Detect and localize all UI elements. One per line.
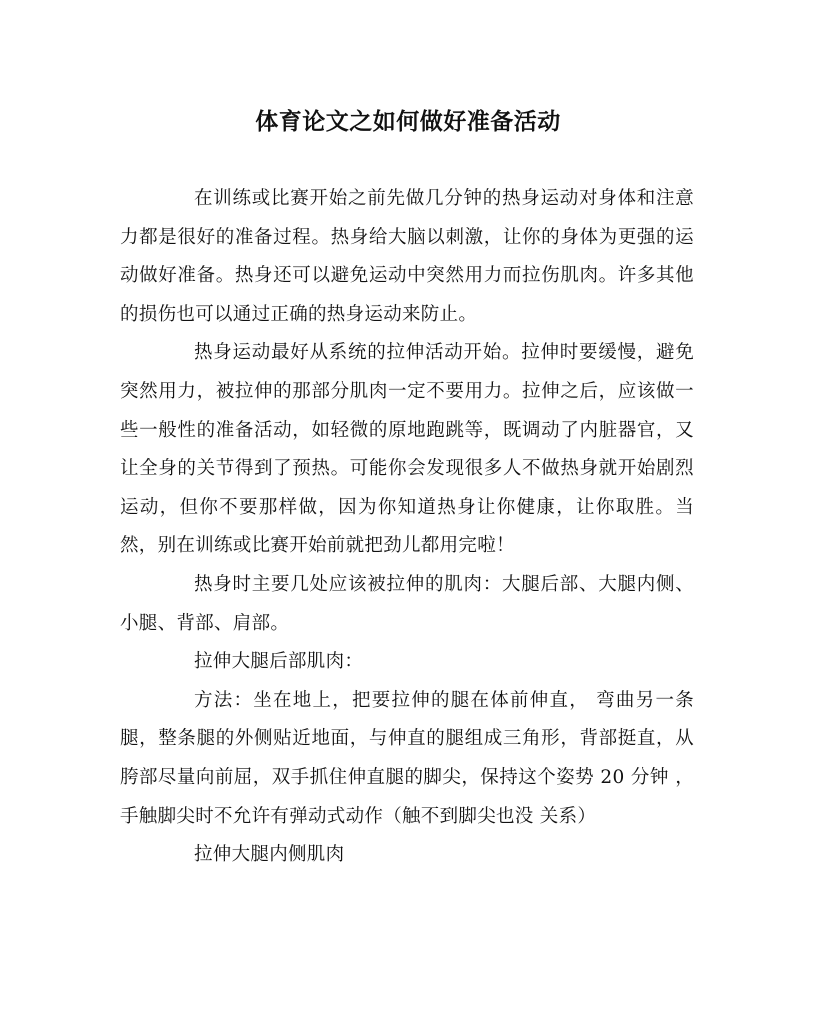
document-body	[120, 180, 694, 875]
paragraph-method: 方法：坐在地上，把要拉伸的腿在体前伸直， 弯曲另一条腿，整条腿的外侧贴近地面，与伸直的腿组成三角形，背部挺直，从胯部尽量向前屈，双手抓住伸直腿的脚尖，保持这个姿势 20 分钟 ，手触脚尖时不允许有弹动式动作（触不到脚尖也没 关系）	[120, 689, 694, 827]
paragraph-muscle-list: 热身时主要几处应该被拉伸的肌肉：大腿后部、大腿内侧、小腿、背部、肩部。	[120, 573, 694, 634]
paragraph-stretching: 热身运动最好从系统的拉伸活动开始。拉伸时要缓慢，避免突然用力，被拉伸的那部分肌肉一定不要用力。拉伸之后，应该做一些一般性的准备活动，如轻微的原地跑跳等，既调动了内脏器官，又让全身的关节得到了预热。可能你会发现很多人不做热身就开始剧烈运动，但你不要那样做，因为你知道热身让你健康，让你取胜。当然，别在训练或比赛开始前就把劲儿都用完啦！	[120, 342, 694, 557]
heading-inner-thigh: 拉伸大腿内侧肌肉	[194, 844, 345, 866]
paragraph-intro: 在训练或比赛开始之前先做几分钟的热身运动对身体和注意力都是很好的准备过程。热身给大脑以刺激，让你的身体为更强的运动做好准备。热身还可以避免运动中突然用力而拉伤肌肉。许多其他的损伤也可以通过正确的热身运动来防止。	[120, 188, 694, 325]
document-title: 体育论文之如何做好准备活动	[255, 108, 561, 135]
heading-hamstring: 拉伸大腿后部肌肉：	[194, 651, 364, 673]
